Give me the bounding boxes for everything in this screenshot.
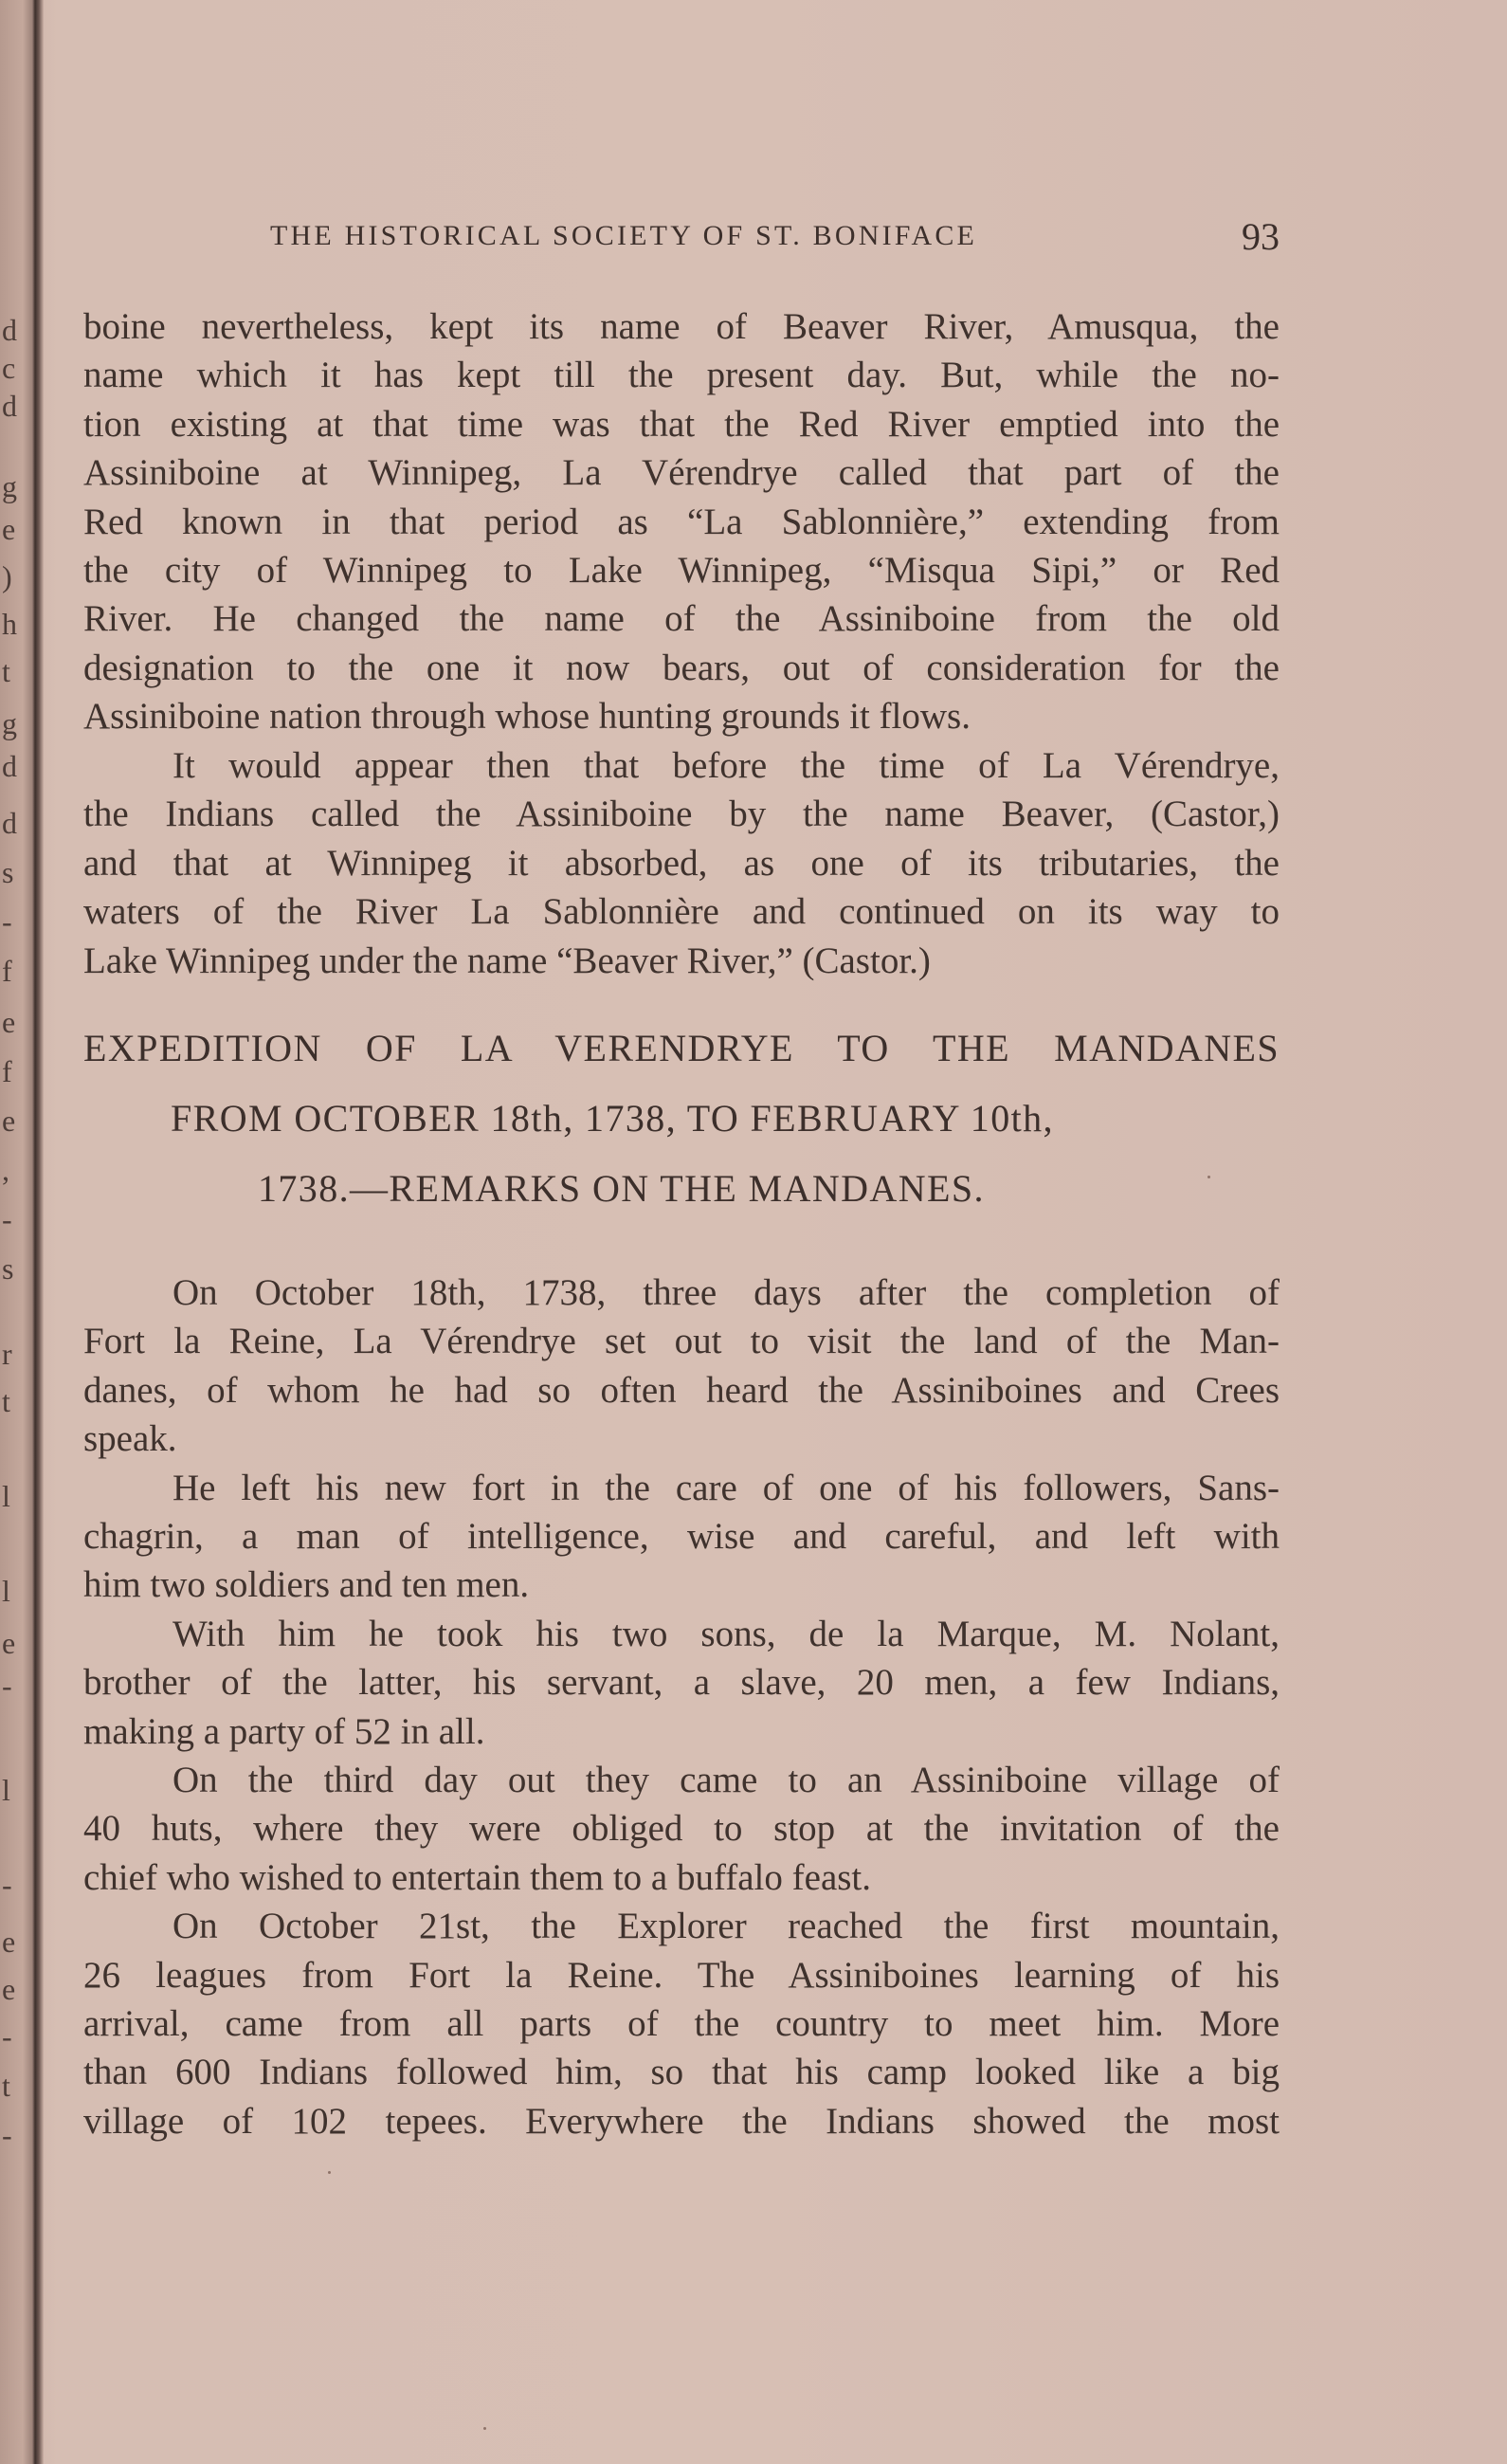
- margin-fragment: d: [2, 806, 17, 840]
- margin-fragment: ): [2, 559, 12, 593]
- margin-fragment: l: [2, 1479, 10, 1513]
- text-line: the Indians called the Assiniboine by the name Beaver, (Castor,): [83, 794, 1280, 835]
- margin-fragment: f: [2, 954, 12, 988]
- margin-fragment: d: [2, 749, 17, 783]
- text-line: arrival, came from all parts of the country to meet him. More: [83, 2002, 1280, 2044]
- heading-line: FROM OCTOBER 18th, 1738, TO FEBRUARY 10th,: [171, 1097, 1054, 1140]
- page-number: 93: [1242, 215, 1280, 258]
- text-line: Lake Winnipeg under the name “Beaver River,” (Castor.): [83, 940, 931, 981]
- text-line: On the third day out they came to an Assiniboine village of: [172, 1760, 1280, 1800]
- margin-fragment: d: [2, 313, 17, 347]
- margin-fragment: t: [2, 2069, 10, 2103]
- section-heading: [83, 1026, 1280, 1236]
- margin-fragment: t: [2, 1384, 10, 1418]
- margin-fragment: r: [2, 1337, 12, 1371]
- margin-fragment: e: [2, 512, 16, 546]
- text-line: 40 huts, where they were obliged to stop at the invitation of the: [83, 1808, 1280, 1850]
- text-line: and that at Winnipeg it absorbed, as one of its tributaries, the: [83, 842, 1280, 884]
- margin-fragment: ,: [2, 1153, 9, 1187]
- text-line: Assiniboine nation through whose hunting grounds it flows.: [83, 696, 971, 738]
- margin-fragment: l: [2, 1574, 10, 1608]
- text-line: the city of Winnipeg to Lake Winnipeg, “Misqua Sipi,” or Red: [83, 549, 1280, 591]
- text-line: River. He changed the name of the Assiniboine from the old: [83, 598, 1280, 640]
- margin-fragment: s: [2, 1251, 14, 1286]
- text-line: him two soldiers and ten men.: [83, 1564, 530, 1606]
- margin-fragment: l: [2, 1773, 10, 1807]
- text-line: name which it has kept till the present day. But, while the no-: [83, 355, 1280, 396]
- text-line: chief who wished to entertain them to a buffalo feast.: [83, 1856, 872, 1898]
- text-line: Red known in that period as “La Sablonnière,” extending from: [83, 501, 1280, 542]
- margin-fragment: h: [2, 607, 17, 641]
- margin-fragment: f: [2, 1054, 12, 1088]
- text-line: On October 18th, 1738, three days after the completion of: [172, 1272, 1280, 1313]
- text-line: brother of the latter, his servant, a slave, 20 men, a few Indians,: [83, 1662, 1280, 1704]
- margin-fragment: -: [2, 2118, 12, 2152]
- paragraph: [83, 741, 1280, 985]
- text-line: With him he took his two sons, de la Marque, M. Nolant,: [172, 1613, 1280, 1654]
- text-line: On October 21st, the Explorer reached the first mountain,: [172, 1906, 1280, 1947]
- margin-fragment: g: [2, 706, 17, 740]
- margin-fragment: -: [2, 1202, 12, 1236]
- margin-fragment: t: [2, 654, 10, 688]
- paragraph: [83, 1269, 1280, 1464]
- text-line: It would appear then that before the time of La Vérendrye,: [172, 745, 1280, 786]
- text-line: chagrin, a man of intelligence, wise and careful, and left with: [83, 1515, 1280, 1557]
- heading-line: EXPEDITION OF LA VERENDRYE TO THE MANDANES: [83, 1027, 1280, 1069]
- text-line: Fort la Reine, La Vérendrye set out to visit the land of the Man-: [83, 1321, 1280, 1362]
- margin-fragment: d: [2, 389, 17, 423]
- margin-fragment: e: [2, 1005, 16, 1039]
- paper-speck: [1207, 1176, 1210, 1178]
- text-line: village of 102 tepees. Everywhere the Indians showed the most: [83, 2100, 1280, 2142]
- text-line: 26 leagues from Fort la Reine. The Assiniboines learning of his: [83, 1954, 1280, 1996]
- paragraph: [83, 1610, 1280, 1756]
- margin-fragment: e: [2, 1972, 16, 2006]
- margin-fragment: -: [2, 1669, 12, 1703]
- text-line: designation to the one it now bears, out of consideration for the: [83, 647, 1280, 688]
- paragraph: [83, 1902, 1280, 2145]
- paper-speck: [483, 2427, 486, 2430]
- text-line: speak.: [83, 1418, 177, 1460]
- running-head-title: THE HISTORICAL SOCIETY OF ST. BONIFACE: [270, 220, 978, 251]
- margin-fragment: c: [2, 351, 16, 385]
- paragraph: [83, 1756, 1280, 1902]
- margin-fragment: g: [2, 469, 17, 503]
- margin-fragment: e: [2, 1104, 16, 1138]
- text-line: danes, of whom he had so often heard the Assiniboines and Crees: [83, 1369, 1280, 1411]
- text-line: Assiniboine at Winnipeg, La Vérendrye called that part of the: [83, 452, 1280, 494]
- text-line: waters of the River La Sablonnière and continued on its way to: [83, 891, 1280, 933]
- margin-fragment: e: [2, 1626, 16, 1660]
- heading-line: 1738.—REMARKS ON THE MANDANES.: [258, 1167, 985, 1210]
- paper-speck: [328, 2171, 331, 2174]
- margin-fragment: -: [2, 2019, 12, 2053]
- paragraph: [83, 1464, 1280, 1610]
- text-line: making a party of 52 in all.: [83, 1710, 485, 1752]
- text-line: tion existing at that time was that the Red River emptied into the: [83, 403, 1280, 445]
- margin-fragment: -: [2, 904, 12, 939]
- margin-fragment: -: [2, 1868, 12, 1902]
- text-line: boine nevertheless, kept its name of Beaver River, Amusqua, the: [83, 306, 1280, 347]
- margin-fragment: s: [2, 855, 14, 889]
- paragraph-continuation: [83, 302, 1280, 741]
- text-line: He left his new fort in the care of one of his followers, Sans-: [172, 1467, 1280, 1508]
- running-head: [270, 215, 1280, 258]
- margin-fragment: e: [2, 1925, 16, 1959]
- text-line: than 600 Indians followed him, so that his camp looked like a big: [83, 2052, 1280, 2093]
